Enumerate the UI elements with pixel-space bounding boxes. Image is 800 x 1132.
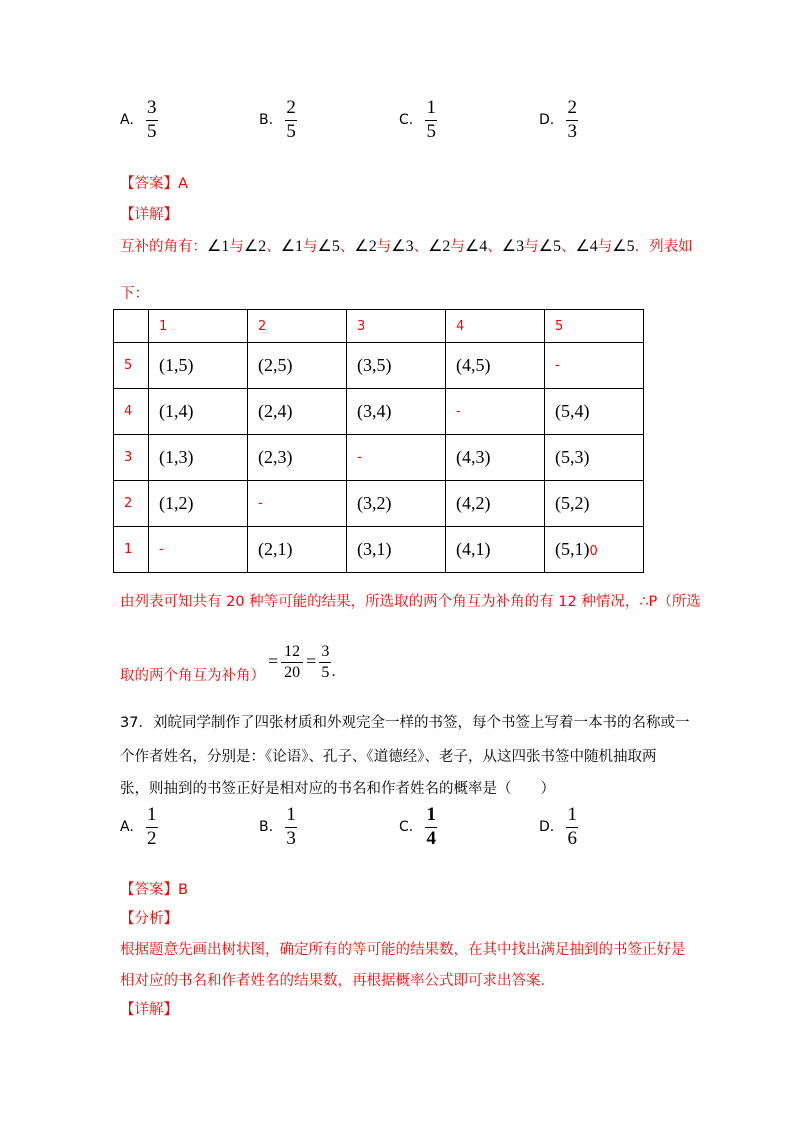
table-cell: - <box>149 527 248 573</box>
q37-stem-line1: 37．刘皖同学制作了四张材质和外观完全一样的书签，每个书签上写着一本书的名称或一 <box>120 715 690 731</box>
angle: ∠2 <box>428 237 451 255</box>
separator: 、 <box>266 239 281 255</box>
table-cell: (1,4) <box>149 389 248 435</box>
table-row <box>114 527 644 573</box>
q37-analysis-heading: 【分析】 <box>120 911 178 927</box>
table-cell: (5,4) <box>545 389 644 435</box>
option-fraction: $\frac{2}{5}$ <box>286 97 296 142</box>
q37-stem-line2: 个作者姓名，分别是：《论语》、孔子、《道德经》、老子，从这四张书签中随机抽取两 <box>120 749 657 765</box>
table-row <box>114 481 644 527</box>
row-label: 1 <box>114 527 149 573</box>
q36-answer: 【答案】A <box>120 176 188 192</box>
q36-option-d <box>539 98 578 142</box>
table-row <box>114 389 644 435</box>
table-cell: (5,3) <box>545 435 644 481</box>
table-cell: (2,4) <box>248 389 347 435</box>
table-cell: (1,3) <box>149 435 248 481</box>
table-cell: (3,4) <box>347 389 446 435</box>
option-fraction: $\frac{3}{5}$ <box>147 97 157 142</box>
with-word: 与 <box>450 239 465 255</box>
option-letter: C. <box>399 819 414 835</box>
fraction-3-5: $\frac{3}{5}$ <box>321 642 330 681</box>
trailing-mark: 0 <box>589 544 598 559</box>
row-label: 3 <box>114 435 149 481</box>
with-word: 与 <box>376 239 392 255</box>
table-cell: (4,3) <box>446 435 545 481</box>
option-fraction: $\frac{1}{5}$ <box>426 97 436 142</box>
conclusion-text: 取的两个角互为补角） <box>120 668 265 684</box>
option-fraction: $\frac{1}{4}$ <box>426 804 436 849</box>
option-letter: B. <box>259 819 274 835</box>
separator: 、 <box>560 239 576 255</box>
table-cell: - <box>347 435 446 481</box>
conclusion-end: ． <box>331 664 346 680</box>
table-cell: 5 <box>545 310 644 343</box>
table-cell: (4,2) <box>446 481 545 527</box>
table-cell: 3 <box>347 310 446 343</box>
q37-stem-line3: 张，则抽到的书签正好是相对应的书名和作者姓名的概率是（ ） <box>120 781 555 797</box>
angle: ∠1 <box>280 237 304 255</box>
angle: ∠3 <box>391 237 414 255</box>
table-cell <box>114 310 149 343</box>
table-cell: - <box>545 343 644 389</box>
row-label: 5 <box>114 343 149 389</box>
option-letter: D. <box>539 112 555 128</box>
q36-conclusion-line2 <box>120 638 346 685</box>
q37-option-c <box>399 805 437 849</box>
option-fraction: $\frac{1}{3}$ <box>286 804 296 849</box>
table-cell: 4 <box>446 310 545 343</box>
table-cell: (4,5) <box>446 343 545 389</box>
table-cell: 1 <box>149 310 248 343</box>
angle: ∠5 <box>612 237 635 255</box>
with-word: 与 <box>524 239 539 255</box>
table-cell: (2,5) <box>248 343 347 389</box>
q36-conclusion-line1: 由列表可知共有 20 种等可能的结果，所选取的两个角互为补角的有 12 种情况，∴P（所选 <box>120 594 701 610</box>
equals-sign: = <box>306 651 317 671</box>
table-row <box>114 343 644 389</box>
angle: ∠3 <box>501 237 525 255</box>
table-cell: 2 <box>248 310 347 343</box>
q37-option-a <box>120 805 158 849</box>
option-fraction: $\frac{2}{3}$ <box>567 97 577 142</box>
q36-option-c <box>399 98 437 142</box>
table-cell: (2,3) <box>248 435 347 481</box>
angle: ∠4 <box>464 237 488 255</box>
separator: 、 <box>413 239 429 255</box>
fraction-12-20: $\frac{12}{20}$ <box>281 643 303 681</box>
separator: 、 <box>339 239 355 255</box>
angle: ∠2 <box>354 237 377 255</box>
option-fraction: $\frac{1}{2}$ <box>147 804 157 849</box>
table-cell: (1,2) <box>149 481 248 527</box>
row-label: 2 <box>114 481 149 527</box>
row-label: 4 <box>114 389 149 435</box>
table-cell: (5,2) <box>545 481 644 527</box>
q37-detail-heading: 【详解】 <box>120 1002 178 1018</box>
table-cell: (4,1) <box>446 527 545 573</box>
angle: ∠1 <box>207 237 230 255</box>
with-word: 与 <box>303 239 318 255</box>
table-cell: - <box>248 481 347 527</box>
table-header-row <box>114 310 644 343</box>
table-cell: (2,1) <box>248 527 347 573</box>
angle: ∠5 <box>317 237 340 255</box>
table-row <box>114 435 644 481</box>
angle: ∠4 <box>575 237 598 255</box>
angle: ∠5 <box>538 237 561 255</box>
q36-detail-heading: 【详解】 <box>120 207 178 223</box>
table-cell: (3,2) <box>347 481 446 527</box>
q36-option-b <box>259 98 297 142</box>
angle: ∠2 <box>243 237 267 255</box>
q37-answer: 【答案】B <box>120 882 188 898</box>
option-letter: D. <box>539 819 555 835</box>
option-fraction: $\frac{1}{6}$ <box>567 804 577 849</box>
outcome-table <box>113 309 644 573</box>
q36-pairs-end-2: 下： <box>120 286 149 302</box>
table-cell: (5,1)0 <box>545 527 644 573</box>
option-letter: B. <box>259 112 274 128</box>
q37-analysis-line1: 根据题意先画出树状图，确定所有的等可能的结果数，在其中找出满足抽到的书签正好是 <box>120 942 686 958</box>
table-cell: (3,5) <box>347 343 446 389</box>
option-letter: C. <box>399 112 414 128</box>
pairs-end: ．列表如 <box>634 239 693 255</box>
q37-option-d <box>539 805 578 849</box>
q36-complementary-pairs <box>120 235 693 256</box>
table-cell: - <box>446 389 545 435</box>
q37-analysis-line2: 相对应的书名和作者姓名的结果数，再根据概率公式即可求出答案． <box>120 973 555 989</box>
q37-option-b <box>259 805 297 849</box>
pairs-intro: 互补的角有： <box>120 239 207 255</box>
with-word: 与 <box>597 239 613 255</box>
table-cell: (1,5) <box>149 343 248 389</box>
equals-sign: = <box>268 651 279 671</box>
option-letter: A. <box>120 112 134 128</box>
table-cell: (3,1) <box>347 527 446 573</box>
separator: 、 <box>487 239 502 255</box>
q36-option-a <box>120 98 158 142</box>
with-word: 与 <box>229 239 244 255</box>
option-letter: A. <box>120 819 134 835</box>
